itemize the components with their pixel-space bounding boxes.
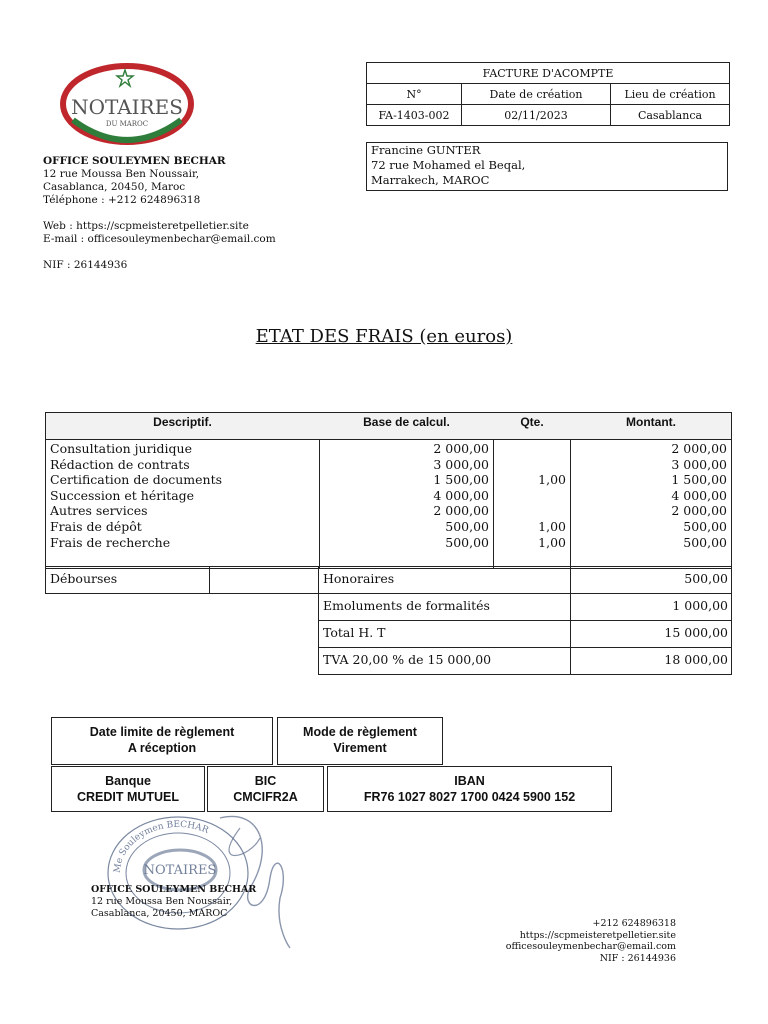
- table-row: Frais de recherche: [50, 534, 171, 550]
- footer-address1: 12 rue Moussa Ben Noussair,: [91, 896, 233, 907]
- table-cell: [494, 503, 566, 519]
- footer-web: https://scpmeisteretpelletier.site: [519, 929, 676, 941]
- office-info: [43, 155, 276, 272]
- table-cell: 1,00: [538, 518, 566, 534]
- table-cell: [494, 441, 566, 457]
- table-row: Certification de documents: [50, 472, 223, 488]
- header-qte: Qte.: [520, 415, 544, 429]
- logo-sub: DU MAROC: [105, 120, 149, 128]
- table-cell: 1 500,00: [671, 472, 727, 488]
- table-cell: 1 500,00: [433, 472, 489, 488]
- summary-label: Honoraires: [323, 571, 395, 586]
- footer-email: officesouleymenbechar@email.com: [505, 941, 676, 952]
- fees-table: [45, 412, 732, 569]
- table-cell: 500,00: [445, 518, 489, 534]
- table-cell: 3 000,00: [433, 456, 489, 472]
- desc-column: [50, 441, 318, 550]
- bic-label: BIC: [254, 774, 277, 788]
- deadline-label: Date limite de règlement: [89, 725, 235, 739]
- header-base: Base de calcul.: [363, 415, 450, 429]
- debours-cell: [45, 566, 210, 594]
- footer-contact: [506, 918, 676, 964]
- stamp-logo-text: NOTAIRES: [143, 863, 217, 878]
- bic-value: CMCIFR2A: [233, 790, 298, 804]
- deadline-box: [51, 717, 273, 765]
- table-row: Frais de dépôt: [50, 518, 142, 534]
- stamp-ring-text: Me Souleymen BECHAR: [112, 819, 210, 874]
- invoice-date: 02/11/2023: [462, 105, 611, 126]
- client-name: Francine GUNTER: [371, 143, 481, 157]
- summary-value: 15 000,00: [664, 625, 728, 640]
- table-cell: [494, 488, 566, 504]
- notaires-logo: [58, 60, 196, 148]
- table-row: Succession et héritage: [50, 487, 195, 503]
- logo-text: NOTAIRES: [71, 95, 183, 119]
- debours-value-cell: [208, 566, 319, 594]
- invoice-heading: FACTURE D'ACOMPTE: [367, 63, 730, 84]
- iban-value: FR76 1027 8027 1700 0424 5900 152: [363, 790, 576, 804]
- office-address1: 12 rue Moussa Ben Noussair,: [43, 168, 200, 180]
- table-cell: 2 000,00: [433, 441, 489, 456]
- iban-label: IBAN: [454, 774, 485, 788]
- footer-phone: +212 624896318: [592, 918, 676, 929]
- summary-total-ht: [318, 620, 732, 648]
- office-web: Web : https://scpmeisteretpelletier.site: [43, 220, 249, 232]
- client-box: [366, 142, 728, 191]
- office-nif: NIF : 26144936: [43, 259, 128, 271]
- table-cell: 500,00: [683, 534, 727, 550]
- iban-box: [327, 766, 612, 812]
- bic-box: [207, 766, 324, 812]
- summary-emoluments: [318, 593, 732, 621]
- mode-value: Virement: [333, 741, 387, 755]
- page-title: ETAT DES FRAIS (en euros): [255, 326, 513, 347]
- summary-label: Emoluments de formalités: [323, 598, 490, 613]
- table-cell: 4 000,00: [433, 487, 489, 503]
- bank-box: [51, 766, 205, 812]
- base-column: [320, 441, 489, 550]
- table-cell: 500,00: [445, 534, 489, 550]
- summary-honoraires: [318, 566, 732, 594]
- header-montant: Montant.: [626, 415, 676, 429]
- header-descriptif: Descriptif.: [153, 415, 212, 429]
- table-cell: 1,00: [538, 472, 566, 488]
- qte-column: [494, 441, 566, 550]
- table-row: Autres services: [50, 503, 148, 519]
- bank-label: Banque: [105, 774, 151, 788]
- summary-value: 1 000,00: [672, 598, 728, 613]
- office-email: E-mail : officesouleymenbechar@email.com: [43, 233, 276, 245]
- invoice-place: Casablanca: [611, 105, 730, 126]
- table-cell: 3 000,00: [671, 456, 727, 472]
- office-address2: Casablanca, 20450, Maroc: [43, 181, 186, 193]
- table-row: Consultation juridique: [50, 441, 192, 456]
- invoice-header-table: [366, 62, 730, 126]
- col-number: N°: [367, 84, 462, 105]
- debours-label: Débourses: [50, 571, 118, 586]
- col-place: Lieu de création: [611, 84, 730, 105]
- table-cell: 2 000,00: [671, 441, 727, 456]
- bank-value: CREDIT MUTUEL: [76, 790, 180, 804]
- footer-office: [91, 884, 256, 920]
- summary-tva: [318, 647, 732, 675]
- table-cell: 4 000,00: [671, 487, 727, 503]
- office-name: OFFICE SOULEYMEN BECHAR: [43, 155, 226, 167]
- mode-label: Mode de règlement: [303, 725, 417, 739]
- office-stamp: [100, 808, 300, 958]
- summary-value: 500,00: [684, 571, 728, 586]
- deadline-value: A réception: [127, 741, 197, 755]
- table-cell: 500,00: [683, 518, 727, 534]
- invoice-number: FA-1403-002: [367, 105, 462, 126]
- payment-mode-box: [277, 717, 443, 765]
- summary-label: TVA 20,00 % de 15 000,00: [323, 652, 492, 667]
- footer-address2: Casablanca, 20450, MAROC: [91, 908, 228, 919]
- client-address1: 72 rue Mohamed el Beqal,: [371, 158, 526, 172]
- fees-table-header: [46, 413, 731, 440]
- table-row: Rédaction de contrats: [50, 456, 190, 472]
- table-cell: 1,00: [538, 534, 566, 550]
- col-date: Date de création: [462, 84, 611, 105]
- footer-nif: NIF : 26144936: [599, 952, 676, 964]
- footer-office-name: OFFICE SOULEYMEN BECHAR: [91, 884, 257, 895]
- summary-value: 18 000,00: [664, 652, 728, 667]
- office-phone: Téléphone : +212 624896318: [43, 194, 201, 206]
- client-address2: Marrakech, MAROC: [371, 173, 490, 187]
- table-cell: [494, 457, 566, 473]
- table-cell: 2 000,00: [433, 503, 489, 519]
- table-cell: 2 000,00: [671, 503, 727, 519]
- montant-column: [571, 441, 727, 550]
- summary-label: Total H. T: [323, 625, 386, 640]
